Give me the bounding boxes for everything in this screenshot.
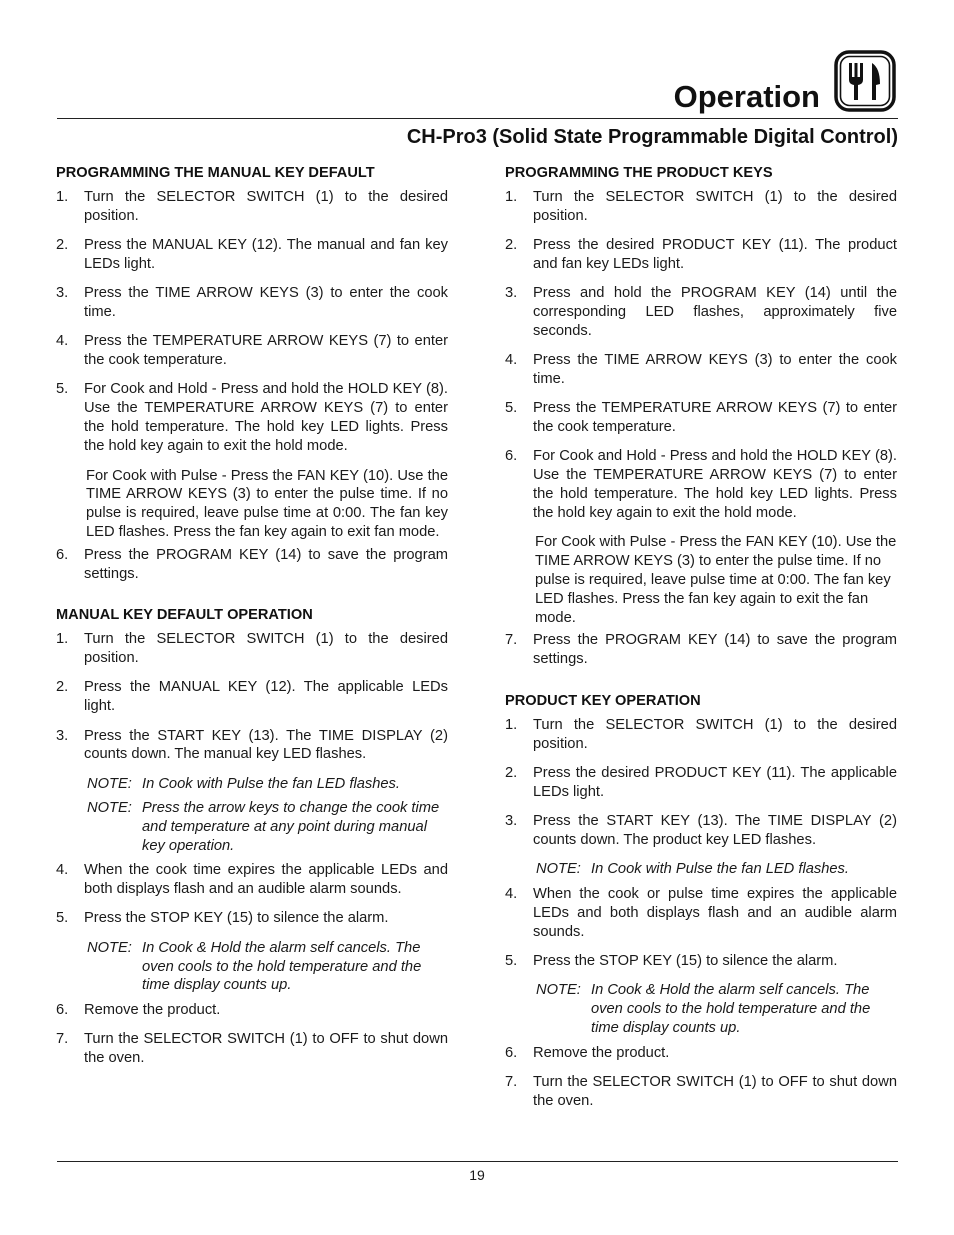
list-item	[505, 236, 897, 274]
fork-knife-icon	[834, 50, 896, 112]
list-item	[505, 1044, 897, 1063]
step-number: 5.	[56, 381, 69, 398]
section-heading: PROGRAMMING THE PRODUCT KEYS	[505, 165, 773, 181]
list-item	[505, 812, 897, 850]
step-number: 1.	[56, 189, 69, 205]
page-title: Operation	[673, 79, 820, 114]
step-number: 3.	[505, 813, 518, 830]
note-text: In Cook with Pulse the fan LED flashes.	[142, 775, 400, 792]
step-text: Press the START KEY (13). The TIME DISPLAY (2) counts down. The manual key LED flashes.	[84, 727, 448, 763]
list-item	[56, 546, 448, 584]
step-text: Remove the product.	[84, 1002, 221, 1019]
note-text: In Cook & Hold the alarm self cancels. The oven cools to the hold temperature and the time display counts up.	[142, 939, 422, 994]
list-item	[505, 188, 897, 226]
list-item	[56, 188, 448, 226]
step-text: Press the PROGRAM KEY (14) to save the program settings.	[533, 632, 897, 668]
step-text: Press the PROGRAM KEY (14) to save the program settings.	[84, 546, 448, 582]
step-number: 7.	[505, 1073, 518, 1090]
step-number: 7.	[505, 632, 518, 649]
step-number: 1.	[56, 631, 69, 648]
step-text: Remove the product.	[533, 1044, 670, 1061]
note	[56, 939, 448, 995]
step-text: Turn the SELECTOR SWITCH (1) to the desired position.	[533, 717, 897, 752]
list-item	[505, 1073, 897, 1111]
list-item	[505, 631, 897, 669]
header-divider	[57, 118, 898, 119]
step-text: Press the desired PRODUCT KEY (11). The product and fan key LEDs light.	[533, 237, 897, 272]
step-number: 6.	[505, 448, 518, 465]
step-number: 3.	[505, 285, 518, 302]
list-item	[505, 351, 897, 389]
step-number: 3.	[56, 727, 69, 744]
list-item	[505, 284, 897, 340]
step-text: When the cook time expires the applicable LEDs and both displays flash and an audible alarm sounds.	[84, 862, 448, 898]
step-number: 1.	[505, 189, 518, 205]
step-text: Press and hold the PROGRAM KEY (14) until the corresponding LED flashes, approximately five seconds.	[533, 285, 897, 339]
step-extra-text: For Cook with Pulse - Press the FAN KEY (10). Use the TIME ARROW KEYS (3) to enter the pulse time. If no pulse is required, leave pulse time at 0:00. The fan key LED flashes. Press the fan key again to exit fan mode.	[86, 467, 448, 540]
step-text: Press the MANUAL KEY (12). The applicable LEDs light.	[84, 679, 448, 715]
note	[505, 860, 897, 879]
step-number: 5.	[56, 910, 69, 927]
step-text: Press the STOP KEY (15) to silence the alarm.	[84, 910, 389, 927]
step-list	[56, 188, 448, 583]
note	[56, 799, 448, 855]
note-label: NOTE:	[536, 861, 581, 878]
step-number: 4.	[56, 862, 69, 879]
step-text: For Cook and Hold - Press and hold the HOLD KEY (8). Use the TEMPERATURE ARROW KEYS (7) to enter the hold temperature. The hold key LED lights. Press the hold key again to exit the hold mode.	[84, 381, 448, 454]
note-label: NOTE:	[87, 939, 132, 956]
step-text: Press the TEMPERATURE ARROW KEYS (7) to enter the cook temperature.	[84, 333, 448, 369]
step-text: Press the TIME ARROW KEYS (3) to enter the cook time.	[533, 352, 897, 387]
list-item	[505, 716, 897, 754]
list-item	[56, 909, 448, 928]
list-item	[505, 447, 897, 627]
note-label: NOTE:	[87, 775, 132, 792]
note-text: In Cook & Hold the alarm self cancels. The oven cools to the hold temperature and the time display counts up.	[591, 982, 871, 1036]
list-item	[505, 764, 897, 802]
list-item	[56, 678, 448, 716]
step-text: Press the TIME ARROW KEYS (3) to enter the cook time.	[84, 285, 448, 320]
step-text: Turn the SELECTOR SWITCH (1) to the desired position.	[533, 189, 897, 224]
step-number: 2.	[505, 765, 518, 782]
step-number: 3.	[56, 285, 69, 302]
step-text: Press the STOP KEY (15) to silence the alarm.	[533, 953, 838, 969]
section-heading: PROGRAMMING THE MANUAL KEY DEFAULT	[56, 165, 375, 181]
step-number: 4.	[56, 333, 69, 350]
list-item	[56, 284, 448, 322]
left-column	[56, 163, 448, 1078]
step-text: Press the START KEY (13). The TIME DISPLAY (2) counts down. The product key LED flashes.	[533, 813, 897, 849]
right-column	[505, 163, 897, 1121]
step-text: Turn the SELECTOR SWITCH (1) to the desired position.	[84, 189, 448, 224]
note-text: Press the arrow keys to change the cook time and temperature at any point during manual key operation.	[142, 799, 440, 854]
page-number: 19	[469, 1167, 485, 1183]
step-number: 5.	[505, 400, 518, 417]
note-label: NOTE:	[536, 982, 581, 999]
step-number: 6.	[505, 1044, 518, 1061]
list-item	[56, 630, 448, 668]
list-item	[505, 885, 897, 941]
step-number: 2.	[505, 237, 518, 254]
step-number: 4.	[505, 886, 518, 903]
section-heading: PRODUCT KEY OPERATION	[505, 693, 701, 710]
note	[56, 775, 448, 794]
list-item	[56, 727, 448, 765]
step-text: Press the TEMPERATURE ARROW KEYS (7) to enter the cook temperature.	[533, 400, 897, 435]
step-text: Press the desired PRODUCT KEY (11). The applicable LEDs light.	[533, 765, 897, 800]
step-text: When the cook or pulse time expires the applicable LEDs and both displays flash and an audible alarm sounds.	[533, 886, 897, 940]
note-label: NOTE:	[87, 799, 132, 816]
list-item	[56, 1001, 448, 1020]
footer-divider	[57, 1161, 898, 1162]
step-text: Press the MANUAL KEY (12). The manual and fan key LEDs light.	[84, 237, 448, 272]
step-number: 6.	[56, 546, 69, 563]
note-text: In Cook with Pulse the fan LED flashes.	[591, 861, 849, 878]
step-text: For Cook and Hold - Press and hold the HOLD KEY (8). Use the TEMPERATURE ARROW KEYS (7) to enter the hold temperature. The hold key LED lights. Press the hold key again to exit the hold mode.	[533, 448, 897, 521]
list-item	[56, 380, 448, 541]
section-subtitle: CH-Pro3 (Solid State Programmable Digital Control)	[406, 126, 898, 148]
step-list	[505, 188, 897, 669]
list-item	[56, 861, 448, 899]
section-heading: MANUAL KEY DEFAULT OPERATION	[56, 607, 313, 624]
step-number: 5.	[505, 953, 518, 969]
step-list	[56, 630, 448, 1068]
step-number: 4.	[505, 352, 518, 369]
list-item	[505, 399, 897, 437]
list-item	[56, 1030, 448, 1068]
list-item	[56, 332, 448, 370]
list-item	[505, 952, 897, 971]
note	[505, 981, 897, 1037]
step-list	[505, 716, 897, 1111]
step-text: Turn the SELECTOR SWITCH (1) to OFF to shut down the oven.	[533, 1073, 897, 1109]
step-number: 6.	[56, 1002, 69, 1019]
list-item	[56, 236, 448, 274]
step-number: 7.	[56, 1031, 69, 1048]
step-text: Turn the SELECTOR SWITCH (1) to the desired position.	[84, 631, 448, 667]
step-text: Turn the SELECTOR SWITCH (1) to OFF to shut down the oven.	[84, 1031, 448, 1067]
step-number: 2.	[56, 237, 69, 254]
step-number: 2.	[56, 679, 69, 696]
step-extra-text: For Cook with Pulse - Press the FAN KEY (10). Use the TIME ARROW KEYS (3) to enter the pulse time. If no pulse is required, leave pulse time at 0:00. The fan key LED flashes. Press the fan key again to exit the fan mode.	[535, 534, 897, 626]
step-number: 1.	[505, 717, 518, 734]
